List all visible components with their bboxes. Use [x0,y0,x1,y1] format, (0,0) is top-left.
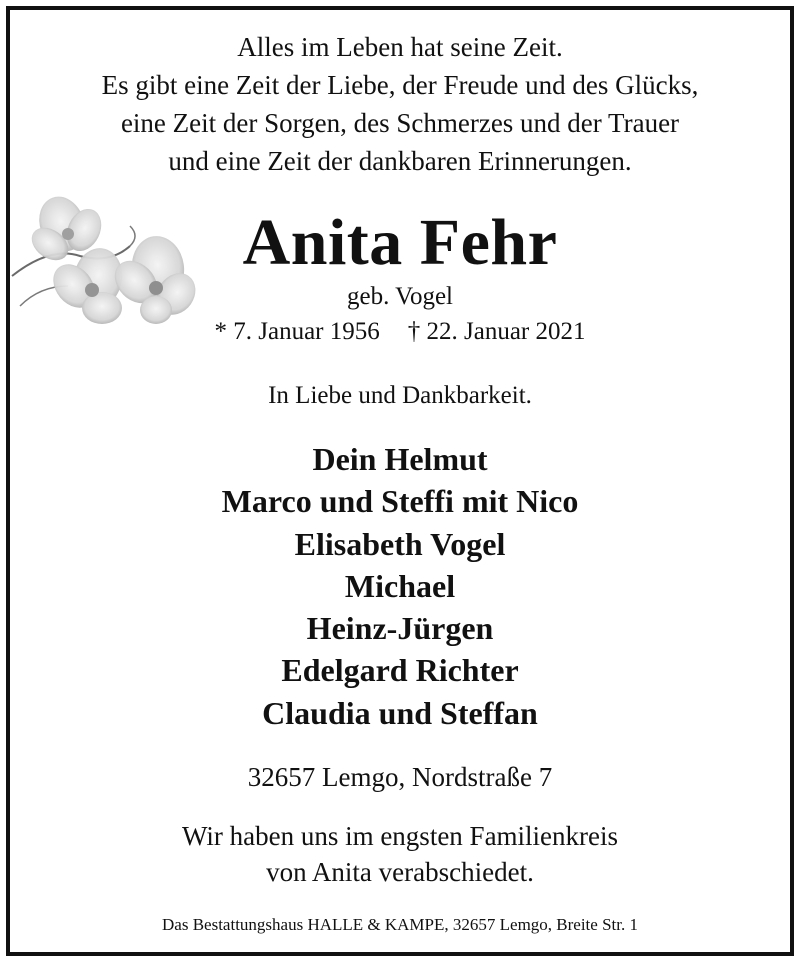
family-address: 32657 Lemgo, Nordstraße 7 [247,762,553,792]
dedication: In Liebe und Dankbarkeit. [268,382,532,409]
life-dates [0,316,800,348]
mourners-list [0,438,800,734]
quote-line: und eine Zeit der dankbaren Erinnerungen. [168,146,632,176]
farewell-line: Wir haben uns im engsten Familienkreis [181,821,619,851]
mourner-name: Michael [344,567,456,604]
quote-line: Alles im Leben hat seine Zeit. [237,32,563,62]
quote-line: eine Zeit der Sorgen, des Schmerzes und der Trauer [120,108,680,138]
funeral-home-footer: Das Bestattungshaus HALLE & KAMPE, 32657 Lemgo, Breite Str. 1 [162,915,638,934]
mourner-name: Claudia und Steffan [262,694,538,731]
opening-quote [0,28,800,180]
mourner-name: Heinz-Jürgen [306,610,494,647]
quote-line: Es gibt eine Zeit der Liebe, der Freude und des Glücks, [101,70,699,100]
mourner-name: Edelgard Richter [281,652,519,689]
birth-date: * 7. Januar 1956 [214,318,380,345]
farewell-line: von Anita verabschiedet. [266,857,534,887]
deceased-name: Anita Fehr [242,206,558,279]
mourner-name: Dein Helmut [312,441,488,477]
farewell-note [0,818,800,890]
death-date: † 22. Januar 2021 [407,318,586,345]
mourner-name: Elisabeth Vogel [294,525,506,562]
mourner-name: Marco und Steffi mit Nico [221,483,579,520]
maiden-name: geb. Vogel [346,283,454,310]
